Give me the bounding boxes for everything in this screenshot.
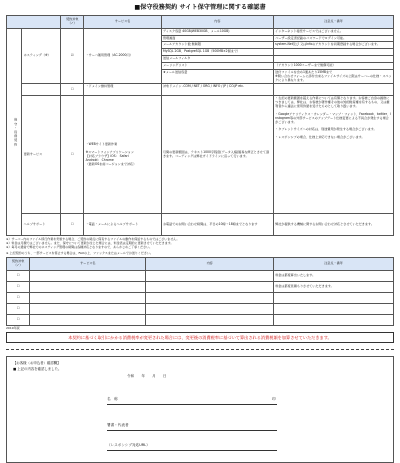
table-cell: MySQL 2GB、PostgreSQL 1GB（500MB×2個まで） (161, 49, 273, 56)
extra-checkbox[interactable]: ☐ (7, 304, 30, 315)
table-cell[interactable] (30, 304, 146, 315)
confirm-heading: 【お客様（お申込者）確認欄】 (13, 361, 61, 366)
representative-label: 署書・代表者 (107, 423, 129, 428)
footnotes (6, 238, 394, 256)
customer-confirmation-box (6, 356, 394, 463)
service-table (6, 15, 394, 237)
table-cell: インターネット接続サービスではございません。 (273, 28, 393, 35)
header-service: サービス名 (30, 258, 146, 271)
table-cell (273, 49, 393, 56)
table-row (7, 28, 394, 35)
extra-checkbox[interactable]: ☐ (7, 315, 30, 326)
table-cell: （アカウント1000ユーザーまで無償可能） (273, 63, 393, 70)
table-cell: メールアカウント数 無制限 (161, 42, 273, 49)
category-label: 保守・役務契約 (7, 28, 22, 236)
table-cell[interactable] (146, 282, 274, 293)
table-cell: 送付ファイルを含め1通あたり15MBまで ※問い合わせフォームに添付出来るファイルサイズの上限はサーバーの仕様・スペックにより異なります。 (273, 69, 393, 84)
domain-checkbox[interactable]: ☐ (61, 84, 84, 96)
document-title: ■保守役務契約 サイト保守管理に関する確認書 (134, 4, 266, 11)
table-row (7, 293, 394, 304)
table-cell: ・左記の更新範囲を超える作業については有償となります。お客様ご自身の画像につきましては、弊社は、お客様が著作権その他の知的財産権を有するもの、又は権利者から適法に使用許諾を受けたものとして取り扱います。 ・Googleアナリティクス・カレンダー・マップ・フォント、Facebook、twitter、Instagram等の外部サービスのアップデート仕様変更による不具合が発生する場合がございます。 ・タブレットサイズへの対応は、別途費用が発生する場合がございます。 ・レスポンシブの場合、仕様上対応できない場合がございます。 (273, 96, 393, 214)
table-cell (274, 315, 394, 326)
header-content: 内容 (161, 15, 273, 28)
group-update: 更新サービス (22, 96, 61, 214)
help-checkbox[interactable]: ☐ (61, 214, 84, 236)
service-table-header (7, 15, 394, 28)
table-cell[interactable] (146, 271, 274, 282)
table-cell[interactable] (30, 282, 146, 293)
extra-table-header (7, 258, 394, 271)
table-cell[interactable] (146, 315, 274, 326)
table-cell (274, 304, 394, 315)
header-check: 契約対象 （✓） (61, 15, 84, 28)
table-cell: system-Net及び 又はInfoのアカウントを初期登録する場合がございます。 (273, 42, 393, 49)
table-cell: 料金は都度見積もりさせていただきます。 (274, 282, 394, 293)
group-domain (22, 84, 61, 96)
extra-service-table (6, 257, 394, 326)
header-check: 契約対象 （✓） (7, 258, 30, 271)
url-label: （レスポンシブ対応URL） (107, 443, 150, 448)
table-cell[interactable] (30, 293, 146, 304)
url-field[interactable] (107, 450, 277, 451)
hosting-checkbox[interactable]: ☑ (61, 28, 84, 84)
date-field[interactable]: 令和 年 月 日 (127, 374, 167, 379)
extra-checkbox[interactable]: ☐ (7, 271, 30, 282)
table-cell: メーリングリスト (161, 63, 273, 70)
table-row (7, 282, 394, 293)
seal-mark: 印 (272, 397, 276, 402)
table-cell: ディスク容量 40GB(WEB30GB、メール10GB) (161, 28, 273, 35)
footnote: ※）毎月の通常で弊社でのホスティング管理の時間は各種対応となりますので、あらかじめご了承ください。 (6, 245, 153, 250)
table-cell (274, 293, 394, 304)
name-field[interactable] (107, 404, 277, 405)
table-row (7, 304, 394, 315)
update-service: ・WEBサイト更新作業 ※スマートフォンアプリケーション 【対応ブラウザ】iOS： Safari Android： Chrome （最新OSを前バージョンまで対応） (84, 96, 161, 214)
footnote: ※ 上記契約のうち、一部サービスを停止する場合は、FAXの上、ファックスまたはメールでお送りください。 (6, 251, 153, 256)
representative-field[interactable] (107, 430, 277, 431)
name-label: 名 称 (107, 397, 118, 402)
table-cell: 料金は都度算出いたします。 (274, 271, 394, 282)
table-cell: 対象ドメイン .COM / NET / ORG / INFO / JP / CO.JP etc. (161, 84, 273, 96)
table-cell: 送信メールフィルタ (161, 56, 273, 63)
table-row (7, 315, 394, 326)
cut-line (6, 349, 394, 350)
table-row (7, 271, 394, 282)
table-row (7, 214, 394, 236)
header-service: サービス名 (84, 15, 161, 28)
table-cell[interactable] (146, 293, 274, 304)
header-content: 内容 (146, 258, 274, 271)
extra-checkbox[interactable]: ☐ (7, 282, 30, 293)
domain-service: ・ドメイン維持管理 (84, 84, 161, 96)
confirm-agree-text: ■ 上記の内容を確認しました。 (13, 367, 62, 372)
table-cell[interactable] (146, 304, 274, 315)
group-help: ヘルプサポート (22, 214, 61, 236)
table-row (7, 84, 394, 96)
table-cell (273, 56, 393, 63)
header-notes: 注意点・備考 (274, 258, 394, 271)
update-checkbox[interactable]: ☐ (61, 96, 84, 214)
hosting-service: ・サーバ運用管理（AC-2000円） (84, 28, 161, 84)
header-notes: 注意点・備考 (273, 15, 393, 28)
help-service: ・電話・メールによるヘルプサポート (84, 214, 161, 236)
extra-checkbox[interactable]: ☐ (7, 293, 30, 304)
table-cell: 月間の更新範囲は、テキスト1000字程度(データ入稿)簡易な修正とさせて頂きます。コーディングは弊社ガイドラインに沿って行います。 (161, 96, 273, 214)
group-hosting: ホスティング（※） (22, 28, 61, 84)
tax-notice-banner: 本契約に基づく取引にかかる消費税率が変更された場合には、変更後の消費税率に基づいて算出される消費税額を加算させていただきます。 (6, 332, 394, 343)
table-cell: お電話でのお問い合わせ時間は、平日の10時～18時までとなります (161, 214, 273, 236)
table-cell: 弊社が提供する機械に関するお問い合わせ対応とさせていただきます。 (273, 214, 393, 236)
table-cell[interactable] (30, 315, 146, 326)
header-blank (7, 15, 61, 28)
table-row (7, 96, 394, 214)
table-cell: ユーザー設定書記載のパスワードでログイン可能。 (273, 35, 393, 42)
version-label: 2019年版 (6, 326, 20, 331)
table-cell (273, 84, 393, 96)
table-cell[interactable] (30, 271, 146, 282)
footnote: ※）サーバー内のファイル移行作業を実施する場合、ご契約の時点に保有するファイルの動作を保証するものではございません。 (6, 237, 180, 242)
table-cell: 管理画面 (161, 35, 273, 42)
footnote: ※）料金は月額ではございません。また、保守について更新が生じた場合には、料金表は定期的に更新させていただきます。 (6, 241, 174, 246)
table-cell: ★メール送信容量 (161, 69, 273, 84)
